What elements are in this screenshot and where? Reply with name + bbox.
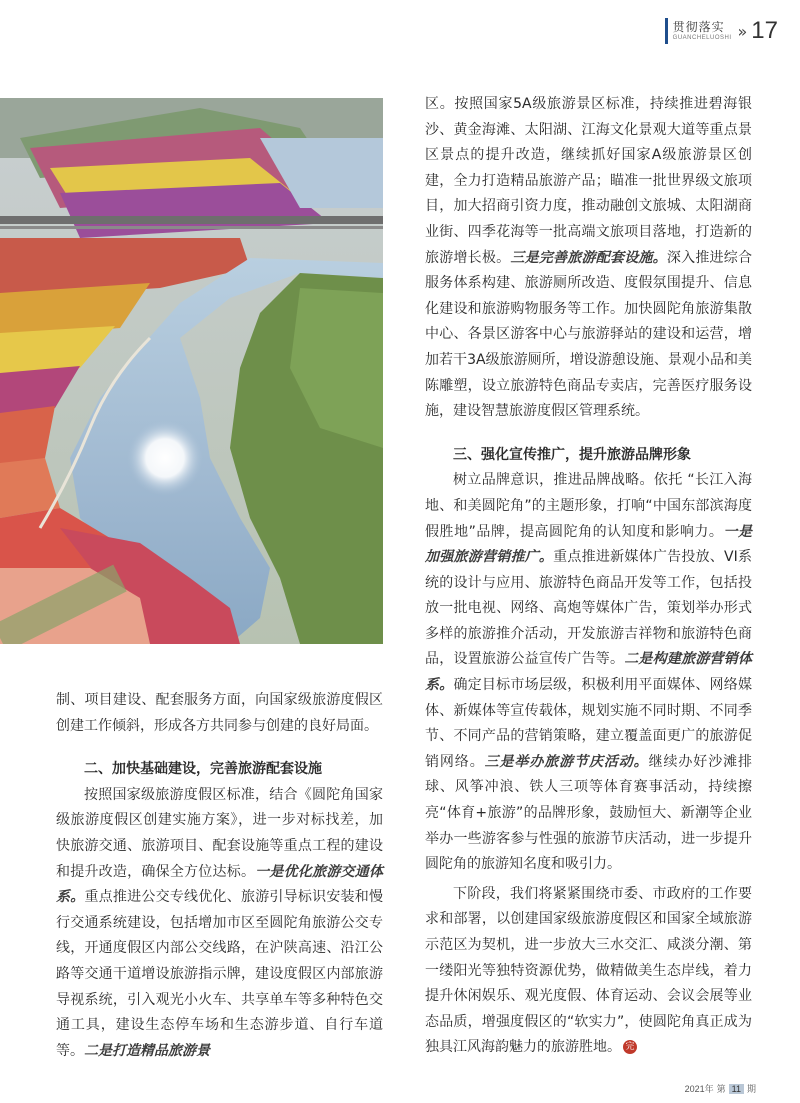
paragraph-continued-right: 区。按照国家5A级旅游景区标准，持续推进碧海银沙、黄金海滩、太阳湖、江海文化景观大道等重点景区景点的提升改造，继续抓好国家A级旅游景区创建，全力打造精品旅游产品；瞄准一批世界级文旅项目，加大招商引资力度，推动融创文旅城、太阳湖商业街、四季花海等一批高端文旅项目落地，打造新的旅游增长极。三是完善旅游配套设施。深入推进综合服务体系构建、旅游厕所改造、度假氛围提升、信息化建设和旅游购物服务等工作。加快圆陀角旅游集散中心、各景区游客中心与旅游驿站的建设和运营，增加若干3A级旅游厕所，增设游憩设施、景观小品和美陈雕塑，设立旅游特色商品专卖店，完善医疗服务设施，建设智慧旅游度假区管理系统。 <box>425 96 753 420</box>
emphasis-facilities: 三是完善旅游配套设施。 <box>510 249 667 266</box>
emphasis-festivals: 三是举办旅游节庆活动。 <box>484 753 649 770</box>
page-footer <box>685 1082 756 1095</box>
paragraph-promotion: 树立品牌意识，推进品牌战略。依托 “长江入海地、和美圆陀角”的主题形象，打响“中国东部滨海度假胜地”品牌，提高圆陀角的认知度和影响力。一是加强旅游营销推广。重点推进新媒体广告投放、VI系统的设计与应用、旅游特色商品开发等工作，包括投放一批电视、网络、高炮等媒体广告，策划举办形式多样的旅游推介活动，开发旅游吉祥物和旅游特色商品，设置旅游公益宣传广告等。二是构建旅游营销体系。确定目标市场层级，积极利用平面媒体、网络媒体、新媒体等宣传载体，规划实施不同时期、不同季节、不同产品的营销策略，建立覆盖面更广的旅游促销网络。三是举办旅游节庆活动。继续办好沙滩排球、风筝冲浪、铁人三项等体育赛事活动，持续擦亮“体育+旅游”的品牌形象，鼓励恒大、新潮等企业举办一些游客参与性强的旅游节庆活动，进一步提升圆陀角的旅游知名度和吸引力。 <box>425 472 753 873</box>
footer-year: 2021年 <box>684 1084 714 1094</box>
emphasis-marketing-system: 二是构建旅游营销体系。 <box>425 651 753 694</box>
left-text-column <box>56 688 383 1064</box>
section-heading-3: 三、强化宣传推广，提升旅游品牌形象 <box>453 446 691 463</box>
header-accent-bar <box>665 18 668 44</box>
aerial-flower-fields-river-photo <box>0 98 383 644</box>
page-header <box>665 14 778 48</box>
section-title: 贯彻落实 <box>672 20 725 34</box>
right-text-column <box>425 92 752 1061</box>
page-number: 17 <box>751 17 778 44</box>
end-mark-icon: 完 <box>623 1040 637 1054</box>
emphasis-marketing: 一是加强旅游营销推广。 <box>425 523 752 566</box>
emphasis-transport: 一是优化旅游交通体系。 <box>56 863 384 906</box>
footer-di: 第 <box>716 1084 726 1094</box>
section-heading-2: 二、加快基础建设，完善旅游配套设施 <box>84 761 322 778</box>
section-subtitle: GUANCHELUOSHI <box>672 35 732 41</box>
paragraph-next-stage: 下阶段，我们将紧紧围绕市委、市政府的工作要求和部署，以创建国家级旅游度假区和国家全域旅游示范区为契机，进一步放大三水交汇、咸淡分潮、第一缕阳光等独特资源优势，做精做美生态岸线，着力提升休闲娱乐、观光度假、体育运动、会议会展等业态品质，增强度假区的“软实力”，使圆陀角真正成为独具江风海韵魅力的旅游胜地。 完 <box>425 885 752 1056</box>
paragraph-infrastructure: 按照国家级旅游度假区标准，结合《圆陀角国家级旅游度假区创建实施方案》，进一步对标找差，加快旅游交通、旅游项目、配套设施等重点工程的建设和提升改造，确保全方位达标。一是优化旅游交通体系。重点推进公交专线优化、旅游引导标识安装和慢行交通系统建设，包括增加市区至圆陀角旅游公交专线，开通度假区内部公交线路，在沪陕高速、沿江公路等交通干道增设旅游指示牌，建设度假区内部旅游导视系统，引入观光小火车、共享单车等多种特色交通工具，建设生态停车场和生态游步道、自行车道等。二是打造精品旅游景 <box>56 786 384 1059</box>
footer-qi: 期 <box>746 1084 756 1094</box>
photo-illustration <box>0 98 383 644</box>
paragraph-continued: 制、项目建设、配套服务方面，向国家级旅游度假区创建工作倾斜，形成各方共同参与创建的良好局面。 <box>56 692 383 734</box>
chevron-right-icon: » <box>737 21 748 41</box>
header-section <box>673 21 732 41</box>
emphasis-scenic: 二是打造精品旅游景 <box>84 1042 210 1059</box>
footer-issue-number: 11 <box>729 1084 744 1094</box>
